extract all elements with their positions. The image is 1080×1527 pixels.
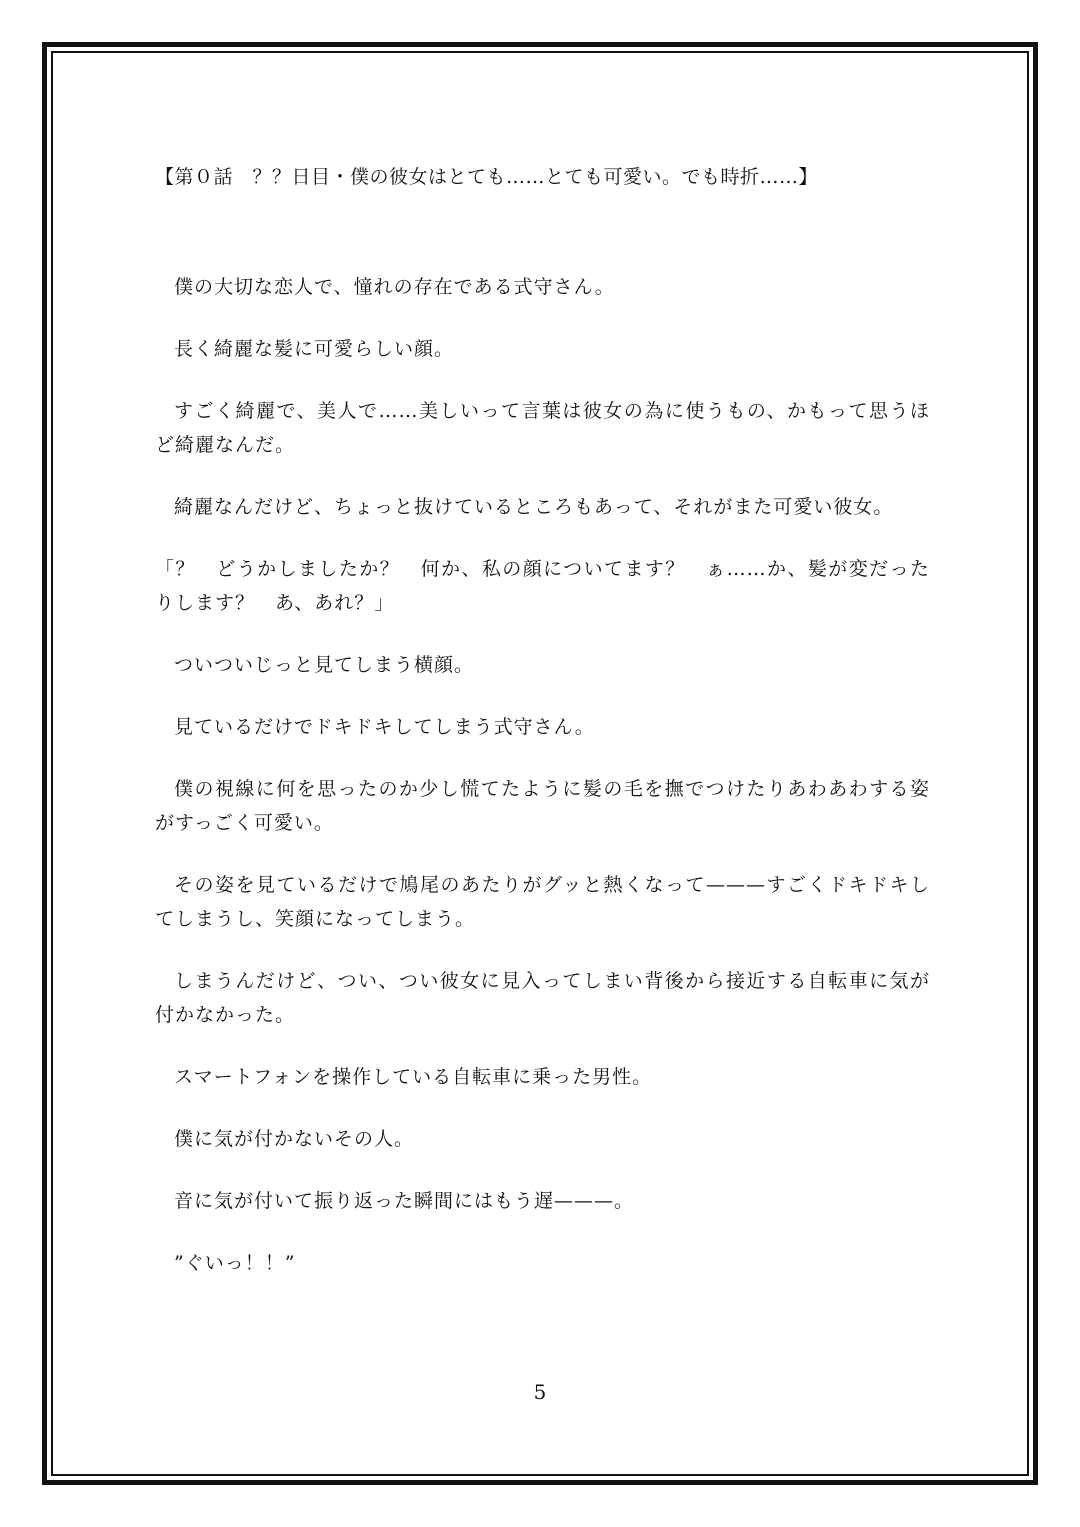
paragraph: ついついじっと見てしまう横顔。 (174, 654, 475, 676)
page-number: 5 (533, 1380, 547, 1404)
paragraph: しまうんだけど、つい、つい彼女に見入ってしまい背後から接近する自転車に気が付かなかった。 (155, 970, 930, 1026)
paragraph: 綺麗なんだけど、ちょっと抜けているところもあって、それがまた可愛い彼女。 (174, 496, 894, 518)
paragraph: 音に気が付いて振り返った瞬間にはもう遅———。 (174, 1190, 635, 1212)
paragraph: すごく綺麗で、美人で……美しいって言葉は彼女の為に使うもの、かもって思うほど綺麗なんだ。 (155, 400, 930, 456)
paragraph-list (155, 270, 930, 1280)
paragraph: 見ているだけでドキドキしてしまう式守さん。 (174, 716, 595, 738)
page-content (155, 160, 930, 1308)
paragraph: スマートフォンを操作している自転車に乗った男性。 (174, 1066, 653, 1088)
paragraph: 「？ どうかしましたか？ 何か、私の顔についてます？ ぁ……か、髪が変だったりします？ あ、あれ？」 (155, 558, 930, 614)
paragraph: ”ぐいっ！！” (174, 1252, 296, 1274)
paragraph: 僕の大切な恋人で、憧れの存在である式守さん。 (174, 276, 615, 298)
paragraph: その姿を見ているだけで鳩尾のあたりがグッと熱くなって———すごくドキドキしてしまうし、笑顔になってしまう。 (155, 874, 930, 930)
paragraph: 僕の視線に何を思ったのか少し慌てたように髪の毛を撫でつけたりあわあわする姿がすっごく可愛い。 (155, 778, 930, 834)
paragraph: 長く綺麗な髪に可愛らしい顔。 (174, 338, 455, 360)
paragraph: 僕に気が付かないその人。 (174, 1128, 415, 1150)
chapter-title: 【第０話 ？？日目・僕の彼女はとても……とても可愛い。でも時折……】 (155, 166, 819, 188)
